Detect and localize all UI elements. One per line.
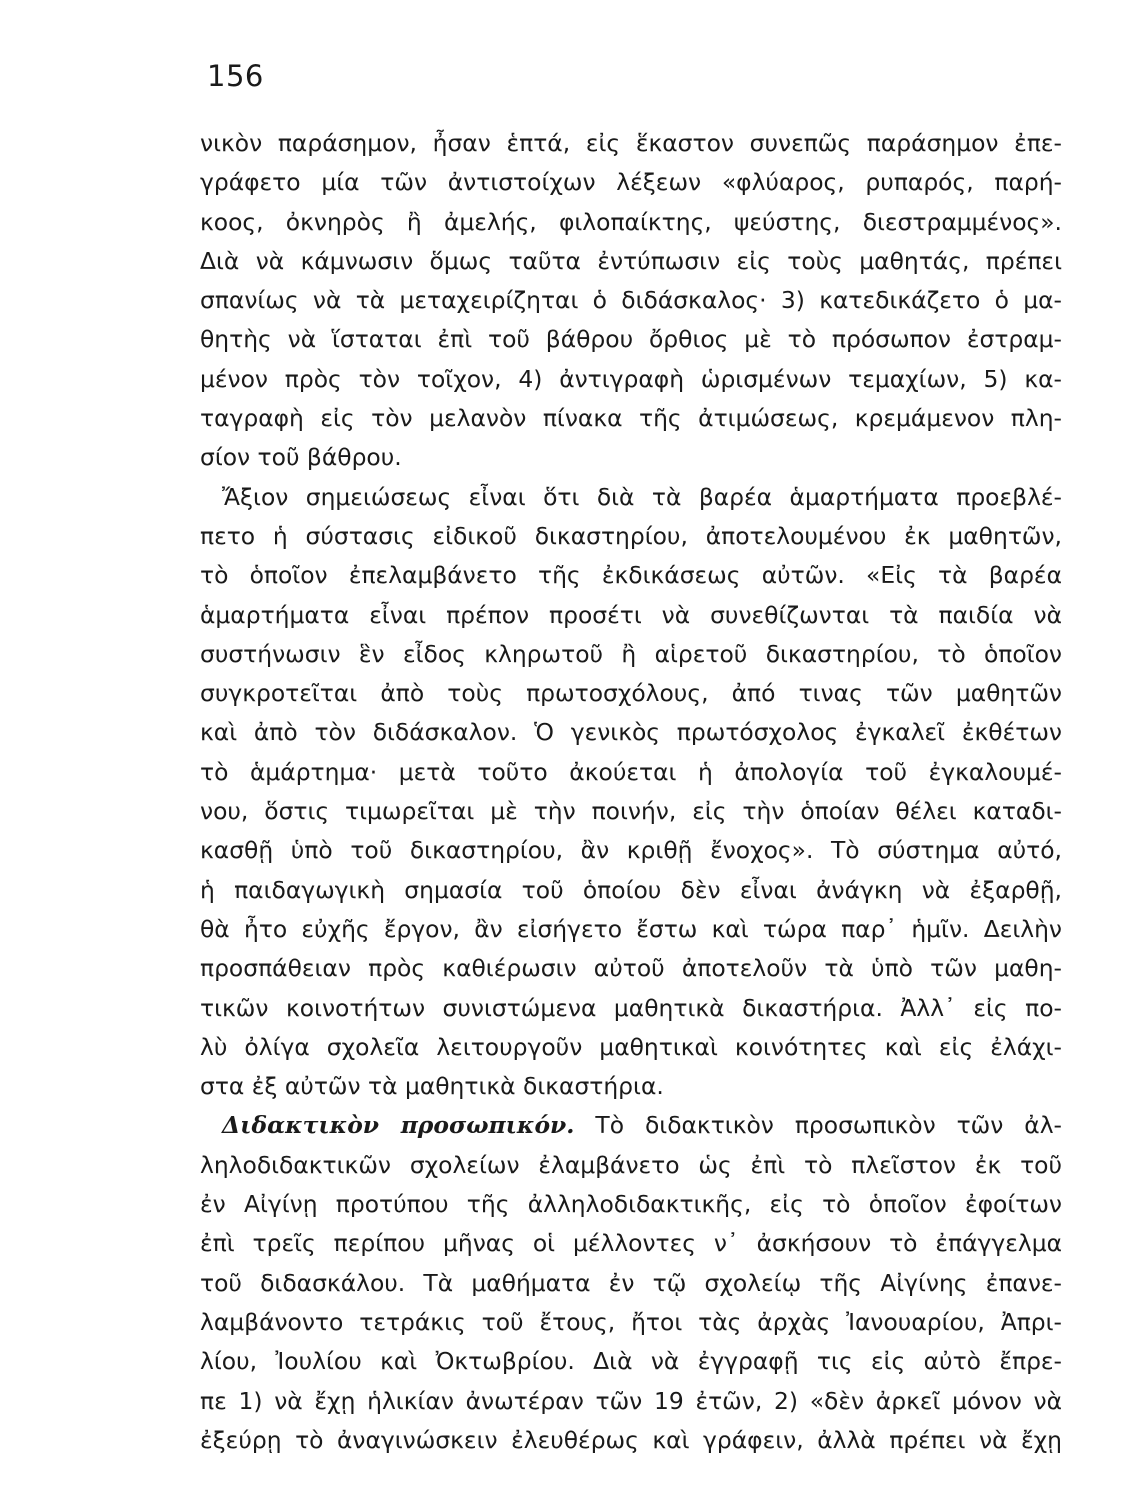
text-line: τὸ ἁμάρτημα· μετὰ τοῦτο ἀκούεται ἡ ἀπολογία τοῦ ἐγκαλουμέ- <box>200 757 1062 786</box>
text-line: θὰ ἦτο εὐχῆς ἔργον, ἂν εἰσήγετο ἔστω καὶ τώρα παρ᾽ ἡμῖν. Δειλὴν <box>200 914 1062 943</box>
section-heading: Διδακτικὸν προσωπικόν. <box>222 1111 575 1140</box>
text-line: ἐπὶ τρεῖς περίπου μῆνας οἱ μέλλοντες ν᾽ ἀσκήσουν τὸ ἐπάγγελμα <box>200 1229 1062 1258</box>
text-line-with-heading <box>200 1106 1062 1145</box>
text-line: Τὸ διδακτικὸν προσωπικὸν τῶν ἀλ- <box>595 1111 1062 1140</box>
body-text <box>200 124 1062 1460</box>
text-line: ἡ παιδαγωγικὴ σημασία τοῦ ὁποίου δὲν εἶναι ἀνάγκη νὰ ἐξαρθῇ, <box>200 875 1062 904</box>
text-line: θητὴς νὰ ἵσταται ἐπὶ τοῦ βάθρου ὄρθιος μὲ τὸ πρόσωπον ἐστραμ- <box>200 325 1062 354</box>
page-number: 156 <box>207 59 264 93</box>
text-line: στα ἐξ αὐτῶν τὰ μαθητικὰ δικαστήρια. <box>200 1072 664 1101</box>
text-line: ληλοδιδακτικῶν σχολείων ἐλαμβάνετο ὡς ἐπὶ τὸ πλεῖστον ἐκ τοῦ <box>200 1150 1062 1179</box>
text-line: κασθῇ ὑπὸ τοῦ δικαστηρίου, ἂν κριθῇ ἔνοχος». Τὸ σύστημα αὐτό, <box>200 836 1062 865</box>
text-line: ἁμαρτήματα εἶναι πρέπον προσέτι νὰ συνεθίζωνται τὰ παιδία νὰ <box>200 600 1062 629</box>
text-line: λίου, Ἰουλίου καὶ Ὀκτωβρίου. Διὰ νὰ ἐγγραφῇ τις εἰς αὐτὸ ἔπρε- <box>200 1347 1062 1376</box>
text-line: Διὰ νὰ κάμνωσιν ὅμως ταῦτα ἐντύπωσιν εἰς τοὺς μαθητάς, πρέπει <box>200 246 1062 275</box>
text-line: τὸ ὁποῖον ἐπελαμβάνετο τῆς ἐκδικάσεως αὐτῶν. «Εἰς τὰ βαρέα <box>200 561 1062 590</box>
text-line: σπανίως νὰ τὰ μεταχειρίζηται ὁ διδάσκαλος· 3) κατεδικάζετο ὁ μα- <box>200 286 1062 315</box>
text-line: λαμβάνοντο τετράκις τοῦ ἔτους, ἤτοι τὰς ἀρχὰς Ἰανουαρίου, Ἀπρι- <box>200 1307 1062 1336</box>
text-line: συγκροτεῖται ἀπὸ τοὺς πρωτοσχόλους, ἀπό τινας τῶν μαθητῶν <box>200 679 1062 708</box>
text-line: λὺ ὀλίγα σχολεῖα λειτουργοῦν μαθητικαὶ κοινότητες καὶ εἰς ἐλάχι- <box>200 1032 1062 1061</box>
text-line: ταγραφὴ εἰς τὸν μελανὸν πίνακα τῆς ἀτιμώσεως, κρεμάμενον πλη- <box>200 404 1062 433</box>
text-line: νου, ὅστις τιμωρεῖται μὲ τὴν ποινήν, εἰς τὴν ὁποίαν θέλει καταδι- <box>200 797 1062 826</box>
text-line: τικῶν κοινοτήτων συνιστώμενα μαθητικὰ δικαστήρια. Ἀλλ᾽ εἰς πο- <box>200 993 1062 1022</box>
text-line: μένον πρὸς τὸν τοῖχον, 4) ἀντιγραφὴ ὡρισμένων τεμαχίων, 5) κα- <box>200 364 1062 393</box>
text-line: συστήνωσιν ἓν εἶδος κληρωτοῦ ἢ αἱρετοῦ δικαστηρίου, τὸ ὁποῖον <box>200 639 1062 668</box>
text-line: προσπάθειαν πρὸς καθιέρωσιν αὐτοῦ ἀποτελοῦν τὰ ὑπὸ τῶν μαθη- <box>200 954 1062 983</box>
text-line: κοος, ὀκνηρὸς ἢ ἀμελής, φιλοπαίκτης, ψεύστης, διεστραμμένος». <box>200 207 1062 236</box>
text-line: καὶ ἀπὸ τὸν διδάσκαλον. Ὁ γενικὸς πρωτόσχολος ἐγκαλεῖ ἐκθέτων <box>200 718 1062 747</box>
text-line: ἐν Αἰγίνῃ προτύπου τῆς ἀλληλοδιδακτικῆς, εἰς τὸ ὁποῖον ἐφοίτων <box>200 1190 1062 1219</box>
text-line: γράφετο μία τῶν ἀντιστοίχων λέξεων «φλύαρος, ρυπαρός, παρή- <box>200 168 1062 197</box>
text-line: Ἄξιον σημειώσεως εἶναι ὅτι διὰ τὰ βαρέα ἁμαρτήματα προεβλέ- <box>222 482 1062 511</box>
text-line: ἐξεύρῃ τὸ ἀναγινώσκειν ἐλευθέρως καὶ γράφειν, ἀλλὰ πρέπει νὰ ἔχῃ <box>200 1425 1062 1454</box>
text-line: νικὸν παράσημον, ἦσαν ἑπτά, εἰς ἕκαστον συνεπῶς παράσημον ἐπε- <box>200 129 1062 157</box>
text-line: πετο ἡ σύστασις εἰδικοῦ δικαστηρίου, ἀποτελουμένου ἐκ μαθητῶν, <box>200 521 1062 550</box>
text-line: σίον τοῦ βάθρου. <box>200 443 402 472</box>
text-line: πε 1) νὰ ἔχῃ ἡλικίαν ἀνωτέραν τῶν 19 ἐτῶν, 2) «δὲν ἀρκεῖ μόνον νὰ <box>200 1386 1062 1415</box>
text-line: τοῦ διδασκάλου. Τὰ μαθήματα ἐν τῷ σχολείῳ τῆς Αἰγίνης ἐπανε- <box>200 1268 1062 1297</box>
